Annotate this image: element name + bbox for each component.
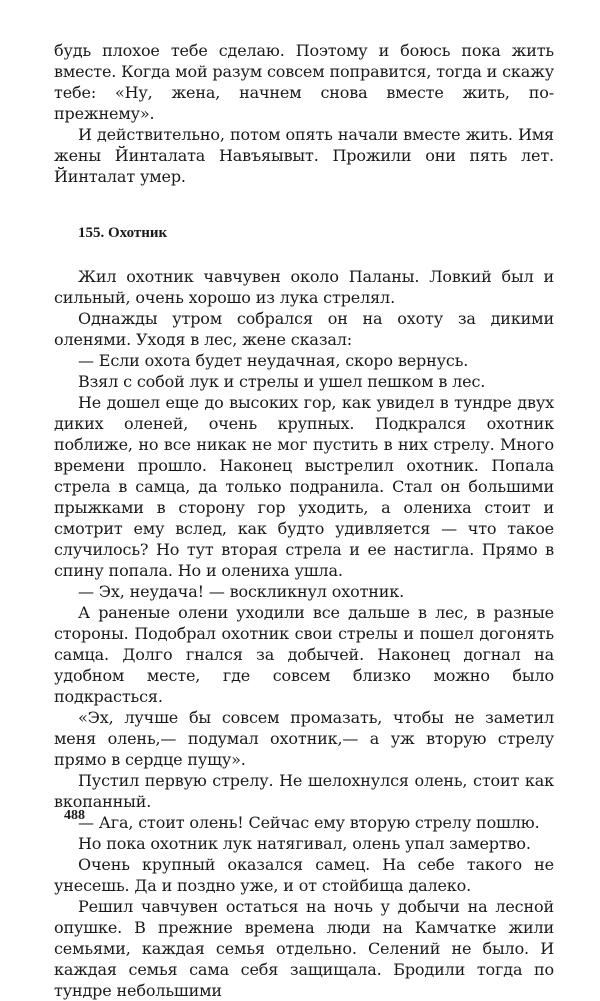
- paragraph: Жил охотник чавчувен около Паланы. Ловкий был и сильный, очень хорошо из лука стрелял.: [54, 267, 554, 307]
- paragraph: — Если охота будет неудачная, скоро вернусь.: [78, 351, 469, 370]
- paragraph: — Ага, стоит олень! Сейчас ему вторую стрелу пошлю.: [78, 813, 540, 832]
- paragraph: — Эх, неудача! — воскликнул охотник.: [78, 582, 405, 601]
- paragraph: Взял с собой лук и стрелы и ушел пешком в лес.: [78, 372, 486, 391]
- paragraph: И действительно, потом опять начали вместе жить. Имя жены Йинталата Навъяывыт. Прожили они пять лет. Йинталат умер.: [54, 125, 554, 186]
- paragraph: Пустил первую стрелу. Не шелохнулся олень, стоит как вкопанный.: [54, 771, 554, 811]
- paragraph: будь плохое тебе сделаю. Поэтому и боюсь пока жить вместе. Когда мой разум совсем поправится, тогда и скажу тебе: «Ну, жена, начнем снова вместе жить, по-прежнему».: [54, 41, 554, 123]
- book-page: [54, 40, 554, 1001]
- page-number: 488: [64, 808, 85, 823]
- paragraph: Но пока охотник лук натягивал, олень упал замертво.: [78, 834, 531, 853]
- paragraph: Не дошел еще до высоких гор, как увидел в тундре двух диких оленей, очень крупных. Подкрался охотник поближе, но все никак не мог пустить в них стрелу. Много времени прошло. Наконец выстрелил охотник. Попала стрела в самца, да только подранила. Стал он большими прыжками в сторону гор уходить, а олениха стоит и смотрит ему вслед, как будто удивляется — что такое случилось? Но тут вторая стрела и ее настигла. Прямо в спину попала. Но и олениха ушла.: [54, 393, 554, 580]
- story-body: [54, 266, 554, 1001]
- previous-story-ending: [54, 40, 554, 187]
- paragraph: «Эх, лучше бы совсем промазать, чтобы не заметил меня олень,— подумал охотник,— а уж вторую стрелу прямо в сердце пущу».: [54, 708, 554, 769]
- paragraph: Решил чавчувен остаться на ночь у добычи на лесной опушке. В прежние времена люди на Камчатке жили семьями, каждая семья отдельно. Селений не было. И каждая семья сама себя защищала. Бродили тогда по тундре небольшими: [54, 897, 554, 1000]
- paragraph: Однажды утром собрался он на охоту за дикими оленями. Уходя в лес, жене сказал:: [54, 309, 554, 349]
- paragraph: А раненые олени уходили все дальше в лес, в разные стороны. Подобрал охотник свои стрелы и пошел догонять самца. Долго гнался за добычей. Наконец догнал на удобном месте, где совсем близко можно было подкрасться.: [54, 603, 554, 706]
- story-heading: 155. Охотник: [78, 225, 168, 241]
- paragraph: Очень крупный оказался самец. На себе такого не унесешь. Да и поздно уже, и от стойбища далеко.: [54, 855, 554, 895]
